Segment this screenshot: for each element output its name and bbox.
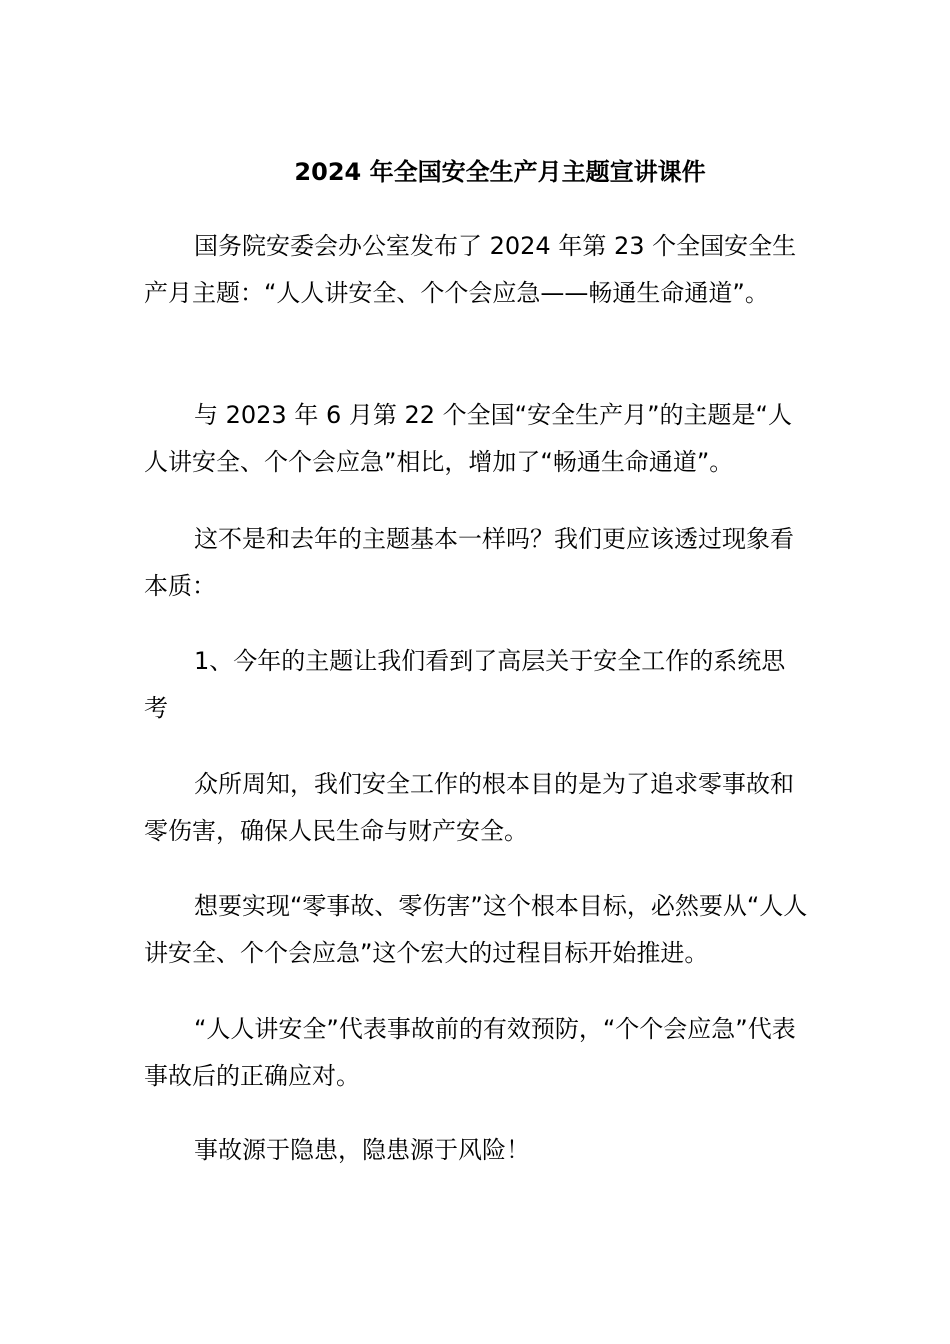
paragraph-hazard-risk: 事故源于隐患，隐患源于风险！ <box>194 1136 530 1164</box>
paragraph-question: 这不是和去年的主题基本一样吗？我们更应该透过现象看本质： <box>144 525 794 600</box>
paragraph-theme-comparison: 与 2023 年 6 月第 22 个全国“安全生产月”的主题是“人人讲安全、个个会应急”相比，增加了“畅通生命通道”。 <box>144 401 792 476</box>
paragraph-safety-goal: 众所周知，我们安全工作的根本目的是为了追求零事故和零伤害，确保人民生命与财产安全。 <box>144 770 794 845</box>
paragraph-prevention-response: “人人讲安全”代表事故前的有效预防，“个个会应急”代表事故后的正确应对。 <box>144 1015 796 1090</box>
paragraph-point-one: 1、今年的主题让我们看到了高层关于安全工作的系统思考 <box>144 647 786 722</box>
paragraph-process-goal: 想要实现“零事故、零伤害”这个根本目标，必然要从“人人讲安全、个个会应急”这个宏大的过程目标开始推进。 <box>144 892 808 967</box>
paragraph-theme-announcement: 国务院安委会办公室发布了 2024 年第 23 个全国安全生产月主题：“人人讲安全、个个会应急——畅通生命通道”。 <box>144 232 797 307</box>
document-title: 2024 年全国安全生产月主题宣讲课件 <box>294 158 706 186</box>
